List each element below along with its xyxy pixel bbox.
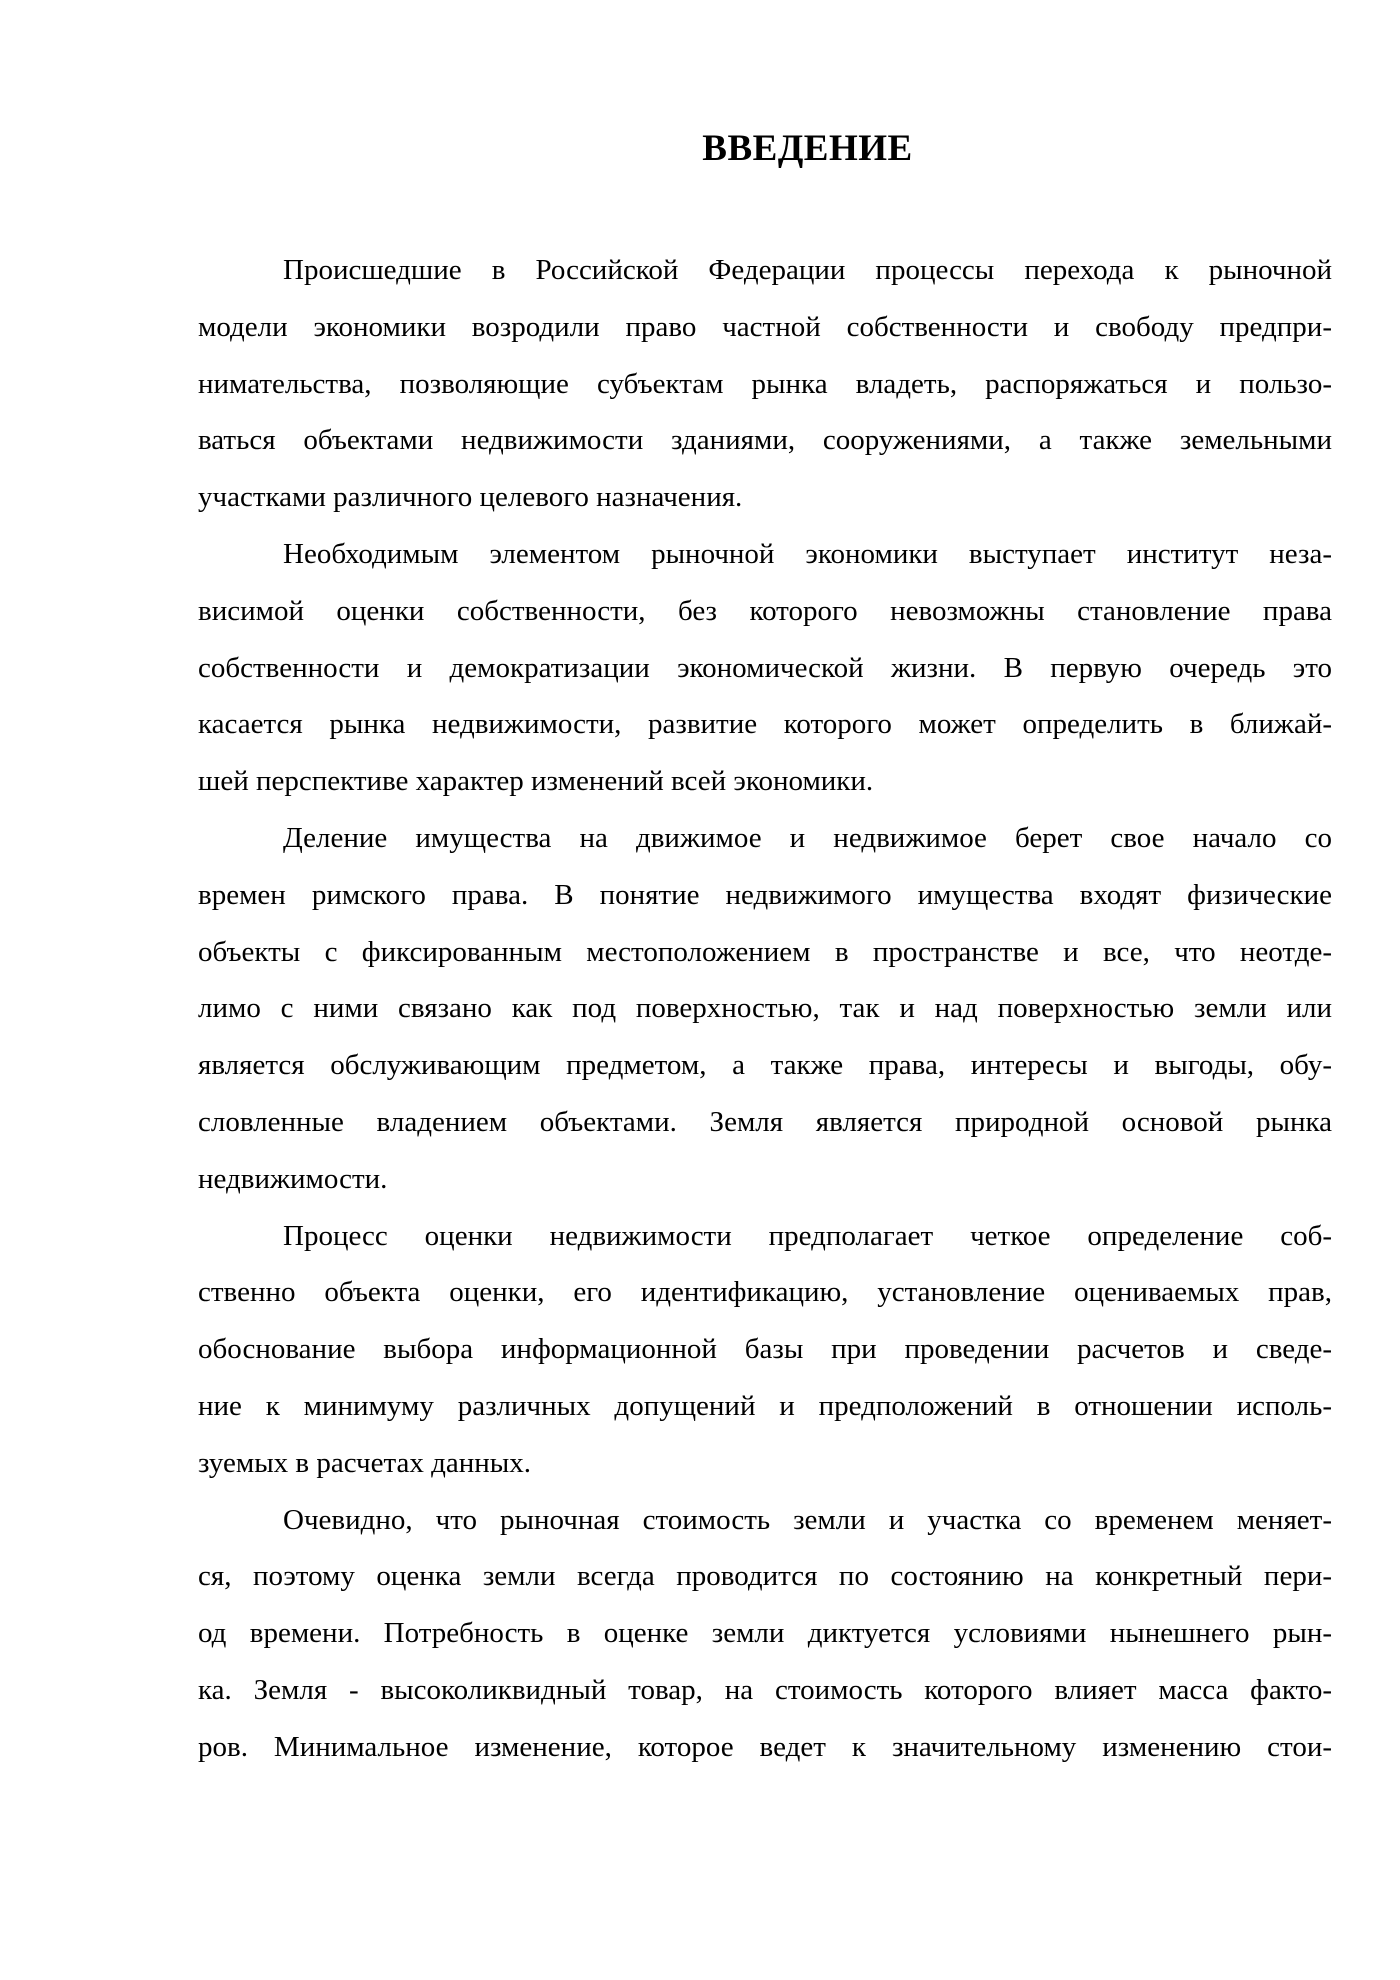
text-line: ся, поэтому оценка земли всегда проводится по состоянию на конкретный пери- <box>198 1560 1332 1593</box>
text-line: ваться объектами недвижимости зданиями, сооружениями, а также земельными <box>198 424 1332 457</box>
text-line: обоснование выбора информационной базы при проведении расчетов и сведе- <box>198 1333 1332 1366</box>
text-line: висимой оценки собственности, без которого невозможны становление права <box>198 594 1332 627</box>
page-title: ВВЕДЕНИЕ <box>702 128 913 169</box>
document-body <box>198 242 1332 1776</box>
text-line: Происшедшие в Российской Федерации процессы перехода к рыночной <box>283 254 1332 286</box>
text-line: касается рынка недвижимости, развитие которого может определить в ближай- <box>198 708 1332 741</box>
text-line: модели экономики возродили право частной собственности и свободу предпри- <box>198 310 1332 343</box>
text-line: ка. Земля - высоколиквидный товар, на стоимость которого влияет масса факто- <box>198 1673 1332 1706</box>
text-line: нимательства, позволяющие субъектам рынка владеть, распоряжаться и пользо- <box>198 367 1332 400</box>
text-line: Процесс оценки недвижимости предполагает четкое определение соб- <box>283 1219 1332 1252</box>
text-line: зуемых в расчетах данных. <box>198 1446 532 1479</box>
text-line: ние к минимуму различных допущений и предположений в отношении исполь- <box>198 1389 1332 1422</box>
paragraph <box>198 1208 1332 1492</box>
text-line: недвижимости. <box>198 1162 388 1195</box>
text-line: собственности и демократизации экономической жизни. В первую очередь это <box>198 651 1332 684</box>
text-line: объекты с фиксированным местоположением в пространстве и все, что неотде- <box>198 935 1332 968</box>
text-line: Очевидно, что рыночная стоимость земли и участка со временем меняет- <box>283 1503 1332 1536</box>
paragraph <box>198 242 1332 526</box>
text-line: участками различного целевого назначения. <box>198 481 743 514</box>
text-line: Необходимым элементом рыночной экономики выступает институт неза- <box>283 537 1332 570</box>
paragraph <box>198 810 1332 1208</box>
paragraph <box>198 1492 1332 1776</box>
text-line: ственно объекта оценки, его идентификацию, установление оцениваемых прав, <box>198 1276 1332 1309</box>
text-line: од времени. Потребность в оценке земли диктуется условиями нынешнего рын- <box>198 1617 1332 1650</box>
text-line: ров. Минимальное изменение, которое ведет к значительному изменению стои- <box>198 1730 1332 1763</box>
text-line: словленные владением объектами. Земля является природной основой рынка <box>198 1105 1332 1138</box>
text-line: Деление имущества на движимое и недвижимое берет свое начало со <box>283 821 1332 854</box>
paragraph <box>198 526 1332 810</box>
text-line: лимо с ними связано как под поверхностью, так и над поверхностью земли или <box>198 992 1332 1025</box>
text-line: является обслуживающим предметом, а также права, интересы и выгоды, обу- <box>198 1049 1332 1082</box>
text-line: шей перспективе характер изменений всей экономики. <box>198 765 874 798</box>
text-line: времен римского права. В понятие недвижимого имущества входят физические <box>198 878 1332 911</box>
